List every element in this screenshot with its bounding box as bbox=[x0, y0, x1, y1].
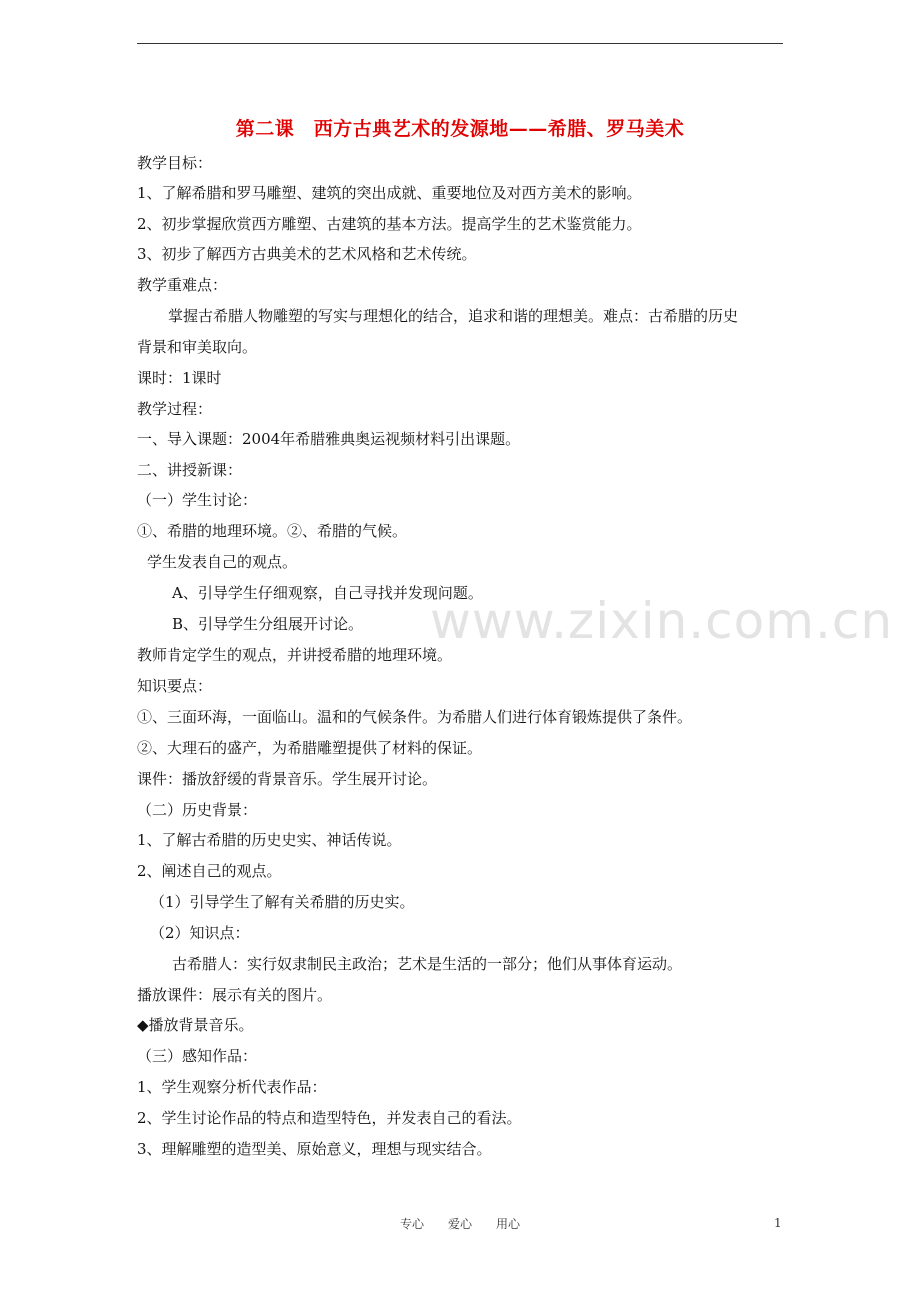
text-line: 知识要点： bbox=[137, 677, 213, 695]
page-number: 1 bbox=[774, 1216, 782, 1230]
text-line: （1）引导学生了解有关希腊的历史实。 bbox=[150, 893, 415, 911]
text-line: 二、讲授新课： bbox=[137, 461, 243, 479]
text-line: 3、初步了解西方古典美术的艺术风格和艺术传统。 bbox=[137, 245, 477, 263]
text-line: 一、导入课题：2004年希腊雅典奥运视频材料引出课题。 bbox=[137, 430, 521, 448]
text-line: （一）学生讨论： bbox=[137, 491, 258, 509]
text-line: 学生发表自己的观点。 bbox=[147, 553, 298, 571]
text-line: 播放课件：展示有关的图片。 bbox=[137, 986, 333, 1004]
text-line: 课时：1课时 bbox=[137, 369, 222, 387]
text-line: ①、三面环海，一面临山。温和的气候条件。为希腊人们进行体育锻炼提供了条件。 bbox=[137, 708, 693, 726]
text-line: （二）历史背景： bbox=[137, 801, 258, 819]
text-line: ◆播放背景音乐。 bbox=[137, 1016, 254, 1034]
text-line: 教学重难点： bbox=[137, 276, 228, 294]
text-line: B、引导学生分组展开讨论。 bbox=[172, 615, 364, 633]
text-line: 掌握古希腊人物雕塑的写实与理想化的结合，追求和谐的理想美。难点：古希腊的历史 bbox=[168, 307, 739, 325]
text-line: ②、大理石的盛产，为希腊雕塑提供了材料的保证。 bbox=[137, 739, 483, 757]
text-line: 3、理解雕塑的造型美、原始意义，理想与现实结合。 bbox=[137, 1140, 492, 1158]
text-line: 1、了解古希腊的历史史实、神话传说。 bbox=[137, 831, 402, 849]
text-line: A、引导学生仔细观察，自己寻找并发现问题。 bbox=[172, 584, 483, 602]
watermark: www.zixin.com.cn bbox=[430, 592, 894, 650]
text-line: 教学目标： bbox=[137, 154, 213, 172]
text-line: ①、希腊的地理环境。②、希腊的气候。 bbox=[137, 522, 408, 540]
page-footer: 专心 爱心 用心 bbox=[399, 1217, 520, 1231]
header-rule bbox=[137, 43, 783, 44]
text-line: （三）感知作品： bbox=[137, 1047, 258, 1065]
lesson-title: 第二课 西方古典艺术的发源地——希腊、罗马美术 bbox=[235, 118, 685, 140]
text-line: 2、学生讨论作品的特点和造型特色，并发表自己的看法。 bbox=[137, 1109, 522, 1127]
text-line: 2、初步掌握欣赏西方雕塑、古建筑的基本方法。提高学生的艺术鉴赏能力。 bbox=[137, 215, 642, 233]
text-line: 课件：播放舒缓的背景音乐。学生展开讨论。 bbox=[137, 770, 438, 788]
text-line: （2）知识点： bbox=[150, 924, 250, 942]
text-line: 教学过程： bbox=[137, 400, 213, 418]
text-line: 古希腊人：实行奴隶制民主政治；艺术是生活的一部分；他们从事体育运动。 bbox=[172, 955, 683, 973]
text-line: 2、阐述自己的观点。 bbox=[137, 862, 282, 880]
text-line: 教师肯定学生的观点，并讲授希腊的地理环境。 bbox=[137, 646, 453, 664]
text-line: 1、学生观察分析代表作品： bbox=[137, 1078, 327, 1096]
text-line: 1、了解希腊和罗马雕塑、建筑的突出成就、重要地位及对西方美术的影响。 bbox=[137, 184, 642, 202]
text-line: 背景和审美取向。 bbox=[137, 338, 258, 356]
